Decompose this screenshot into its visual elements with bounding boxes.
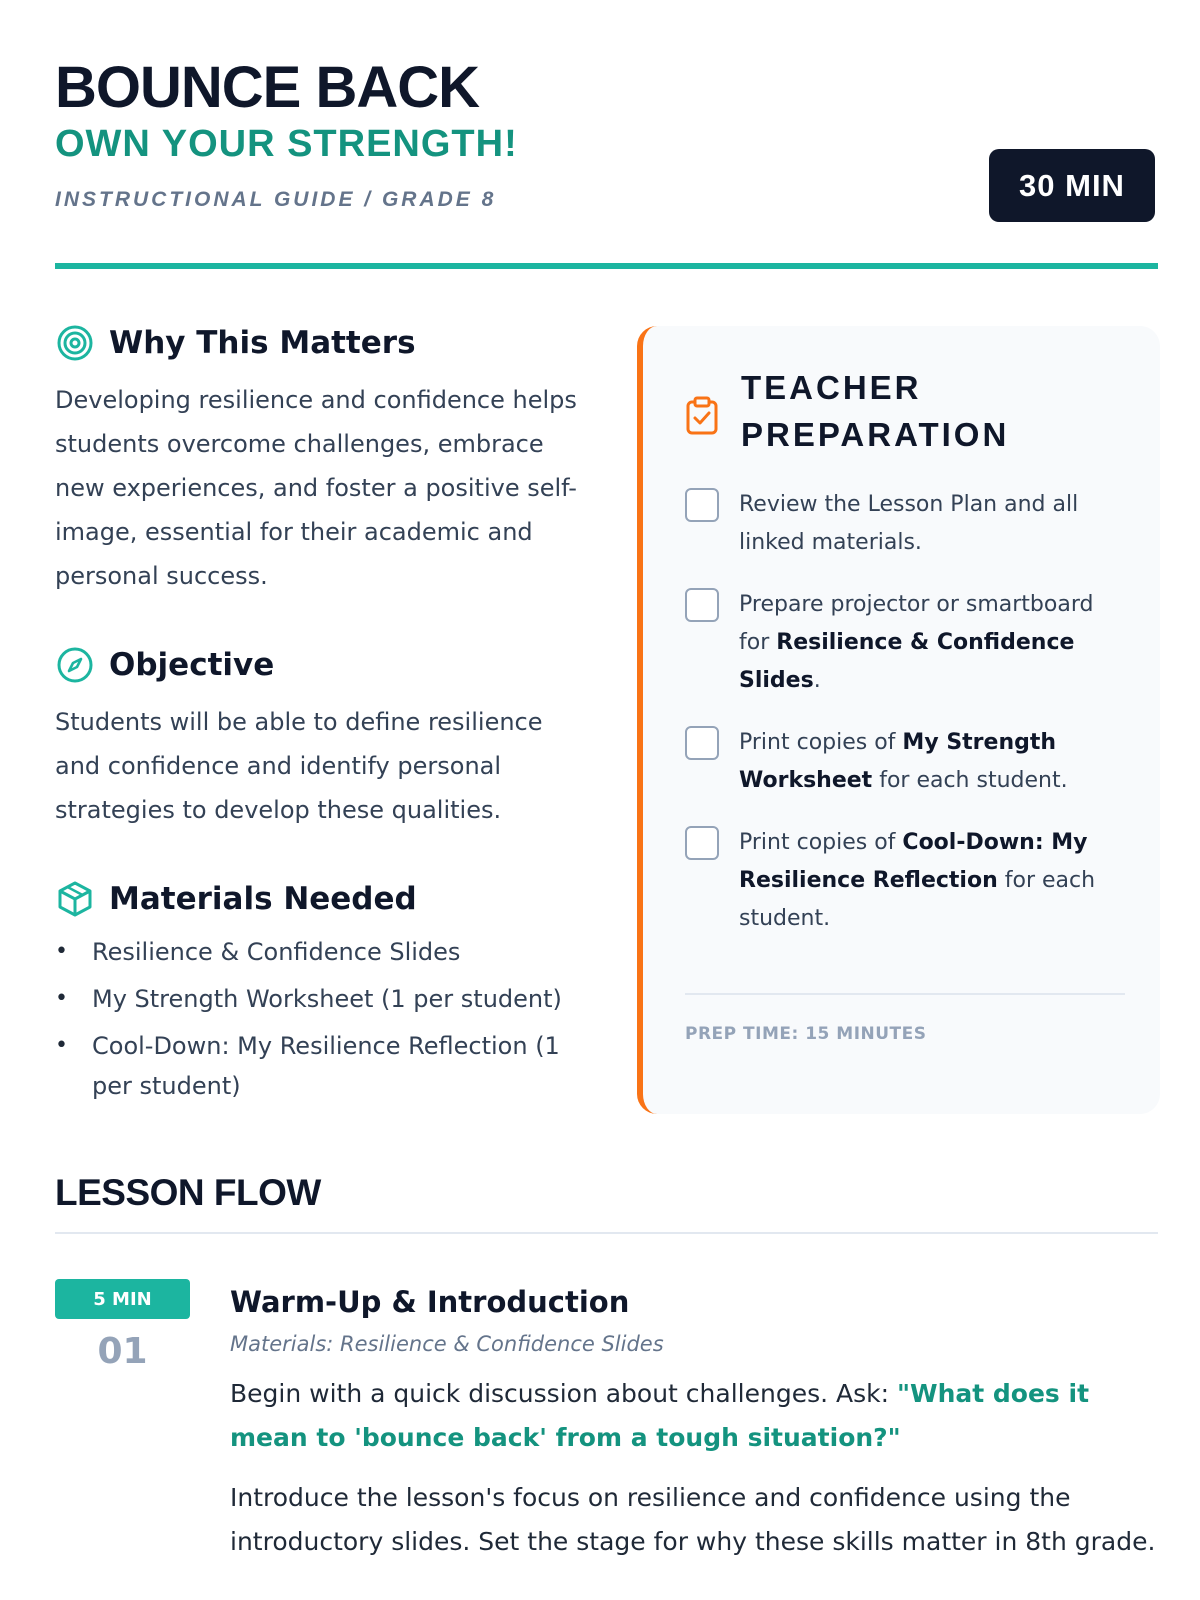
discussion-question: "What does it mean to 'bounce back' from a tough situation?" (230, 1379, 1090, 1452)
page-header (55, 56, 1155, 212)
list-item: • My Strength Worksheet (1 per student) (55, 979, 580, 1019)
prep-time: PREP TIME: 15 MINUTES (685, 1024, 927, 1044)
section-title: Why This Matters (109, 325, 416, 361)
clipboard-check-icon (685, 396, 719, 436)
card-divider (685, 993, 1125, 995)
section-text: Developing resilience and confidence helps students overcome challenges, embrace new experiences, and foster a positive self-image, essential for their academic and personal success. (55, 386, 577, 590)
checkbox[interactable] (685, 826, 719, 860)
checklist-item: Prepare projector or smartboard for Resilience & Confidence Slides. (685, 586, 1125, 700)
step-duration-badge: 5 MIN (55, 1279, 190, 1319)
lesson-overview (55, 322, 580, 1113)
checkbox[interactable] (685, 488, 719, 522)
checkbox[interactable] (685, 726, 719, 760)
box-icon (55, 879, 95, 919)
list-item: • Cool-Down: My Resilience Reflection (1 per student) (55, 1026, 580, 1106)
step-paragraph: Begin with a quick discussion about challenges. Ask: "What does it mean to 'bounce back' from a tough situation?" (230, 1379, 1090, 1452)
checkbox[interactable] (685, 588, 719, 622)
section-title: Objective (109, 647, 275, 683)
guide-label: INSTRUCTIONAL GUIDE / GRADE 8 (55, 188, 497, 211)
lesson-flow-title: LESSON FLOW (55, 1172, 321, 1213)
duration-badge: 30 MIN (989, 149, 1155, 222)
checklist-item: Print copies of Cool-Down: My Resilience Reflection for each student. (685, 824, 1125, 938)
materials-list (55, 932, 580, 1106)
page-title: BOUNCE BACK (55, 55, 479, 120)
teacher-prep-card (637, 326, 1160, 1114)
page-subtitle: OWN YOUR STRENGTH! (55, 123, 518, 165)
checklist-item: Review the Lesson Plan and all linked materials. (685, 486, 1125, 562)
step-materials: Materials: Resilience & Confidence Slides (230, 1332, 664, 1356)
section-title: Materials Needed (109, 881, 417, 917)
materials-section (55, 878, 580, 1106)
checklist-item: Print copies of My Strength Worksheet for each student. (685, 724, 1125, 800)
step-number: 01 (97, 1331, 148, 1372)
compass-icon (55, 645, 95, 685)
card-title: TEACHER PREPARATION (741, 369, 1010, 453)
objective-section (55, 644, 580, 832)
step-title: Warm-Up & Introduction (230, 1285, 630, 1319)
target-icon (55, 323, 95, 363)
lesson-step (230, 1282, 1160, 1564)
step-paragraph: Introduce the lesson's focus on resilience and confidence using the introductory slides. Set the stage for why these skills matter in 8th grade. (230, 1483, 1156, 1556)
header-divider (55, 263, 1158, 269)
prep-checklist (685, 486, 1125, 962)
list-item: • Resilience & Confidence Slides (55, 932, 580, 972)
why-section (55, 322, 580, 598)
section-text: Students will be able to define resilience and confidence and identify personal strategies to develop these qualities. (55, 708, 543, 824)
lesson-flow-divider (55, 1232, 1158, 1234)
